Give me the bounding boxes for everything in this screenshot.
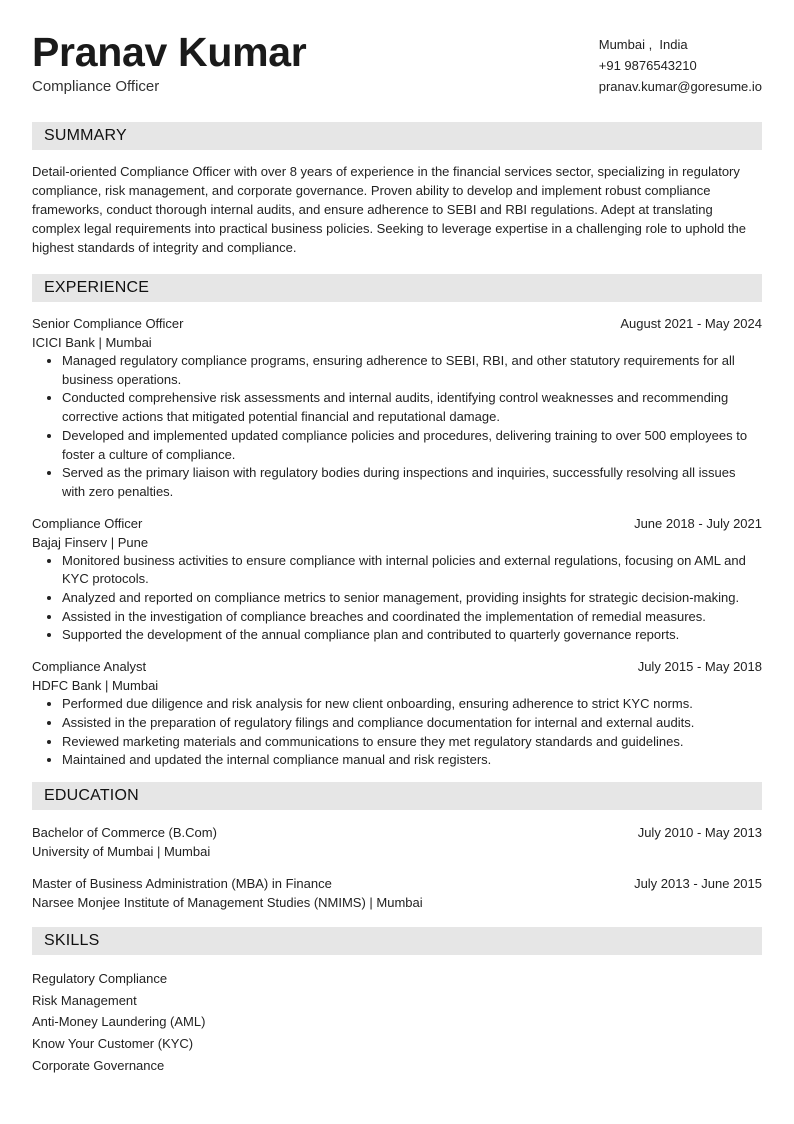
resume-page bbox=[32, 28, 762, 1076]
job-bullet: • Maintained and updated the internal compliance manual and risk registers. bbox=[62, 751, 762, 770]
job-bullets bbox=[32, 352, 762, 502]
skills-heading: SKILLS bbox=[32, 927, 762, 955]
degree-dates: July 2013 - June 2015 bbox=[634, 875, 762, 891]
candidate-name: Pranav Kumar bbox=[32, 29, 307, 75]
job-bullet: • Reviewed marketing materials and communications to ensure they met regulatory standards and guidelines. bbox=[62, 733, 762, 752]
experience-entry bbox=[32, 657, 762, 770]
job-role: Compliance Analyst bbox=[32, 659, 147, 675]
job-bullets bbox=[32, 695, 762, 770]
summary-text: Detail-oriented Compliance Officer with over 8 years of experience in the financial services sector, specializing in regulatory compliance, risk management, and corporate governance. Proven ability to develop and implement robust compliance frameworks, conduct thorough internal audits, and ensure adherence to SEBI and RBI regulations. Adept at translating complex legal requirements into practical business policies. Seeking to leverage expertise in a challenging role to uphold the highest standards of integrity and compliance. bbox=[32, 164, 746, 255]
job-company: HDFC Bank | Mumbai bbox=[32, 678, 159, 694]
job-bullet: • Performed due diligence and risk analysis for new client onboarding, ensuring adherence to strict KYC norms. bbox=[62, 695, 762, 714]
education-heading: EDUCATION bbox=[32, 782, 762, 810]
contact-phone: +91 9876543210 bbox=[598, 58, 697, 73]
job-company: Bajaj Finserv | Pune bbox=[32, 534, 149, 550]
job-bullet: • Monitored business activities to ensure compliance with internal policies and external regulations, focusing on AML and KYC protocols. bbox=[62, 552, 762, 589]
skill-item: Anti-Money Laundering (AML) bbox=[32, 1014, 206, 1030]
experience-heading: EXPERIENCE bbox=[32, 274, 762, 302]
skill-item: Risk Management bbox=[32, 992, 137, 1008]
job-dates: August 2021 - May 2024 bbox=[620, 316, 762, 331]
job-bullet: • Assisted in the investigation of compliance breaches and coordinated the implementation of remedial measures. bbox=[62, 608, 762, 627]
job-bullet: • Conducted comprehensive risk assessments and internal audits, identifying control weaknesses and recommending corrective actions that mitigated potential financial and reputational damage. bbox=[62, 389, 762, 426]
summary-heading: SUMMARY bbox=[32, 122, 762, 150]
experience-entry bbox=[32, 314, 762, 502]
contact-email[interactable]: pranav.kumar@goresume.io bbox=[598, 79, 762, 94]
degree-name: Master of Business Administration (MBA) in Finance bbox=[32, 875, 332, 891]
school-name: Narsee Monjee Institute of Management Studies (NMIMS) | Mumbai bbox=[32, 894, 423, 910]
skill-item: Regulatory Compliance bbox=[32, 970, 168, 986]
experience-entry bbox=[32, 514, 762, 646]
school-name: University of Mumbai | Mumbai bbox=[32, 843, 211, 859]
skills-list bbox=[32, 968, 762, 1077]
job-bullet: • Served as the primary liaison with regulatory bodies during inspections and inquiries, successfully resolving all issues with zero penalties. bbox=[62, 464, 762, 501]
contact-info bbox=[599, 34, 762, 97]
job-role: Compliance Officer bbox=[32, 515, 143, 531]
skill-item: Know Your Customer (KYC) bbox=[32, 1036, 194, 1052]
job-company: ICICI Bank | Mumbai bbox=[32, 335, 152, 350]
skill-item: Corporate Governance bbox=[32, 1057, 165, 1073]
degree-dates: July 2010 - May 2013 bbox=[637, 824, 762, 840]
job-bullets bbox=[32, 552, 762, 646]
education-entry bbox=[32, 823, 762, 861]
job-bullet: • Developed and implemented updated compliance policies and procedures, delivering training to over 500 employees to foster a culture of compliance. bbox=[62, 427, 762, 464]
job-bullet: • Supported the development of the annual compliance plan and contributed to quarterly governance reports. bbox=[62, 626, 762, 645]
candidate-title: Compliance Officer bbox=[32, 78, 160, 95]
contact-location: Mumbai , India bbox=[598, 37, 688, 52]
resume-header bbox=[32, 28, 762, 122]
job-dates: June 2018 - July 2021 bbox=[634, 515, 762, 531]
education-entry bbox=[32, 874, 762, 912]
job-dates: July 2015 - May 2018 bbox=[637, 659, 762, 675]
job-bullet: • Analyzed and reported on compliance metrics to senior management, providing insights for strategic decision-making. bbox=[62, 589, 762, 608]
job-bullet: • Managed regulatory compliance programs, ensuring adherence to SEBI, RBI, and other statutory requirements for all business operations. bbox=[62, 352, 762, 389]
degree-name: Bachelor of Commerce (B.Com) bbox=[32, 824, 217, 840]
job-bullet: • Assisted in the preparation of regulatory filings and compliance documentation for internal and external audits. bbox=[62, 714, 762, 733]
job-role: Senior Compliance Officer bbox=[32, 316, 184, 331]
